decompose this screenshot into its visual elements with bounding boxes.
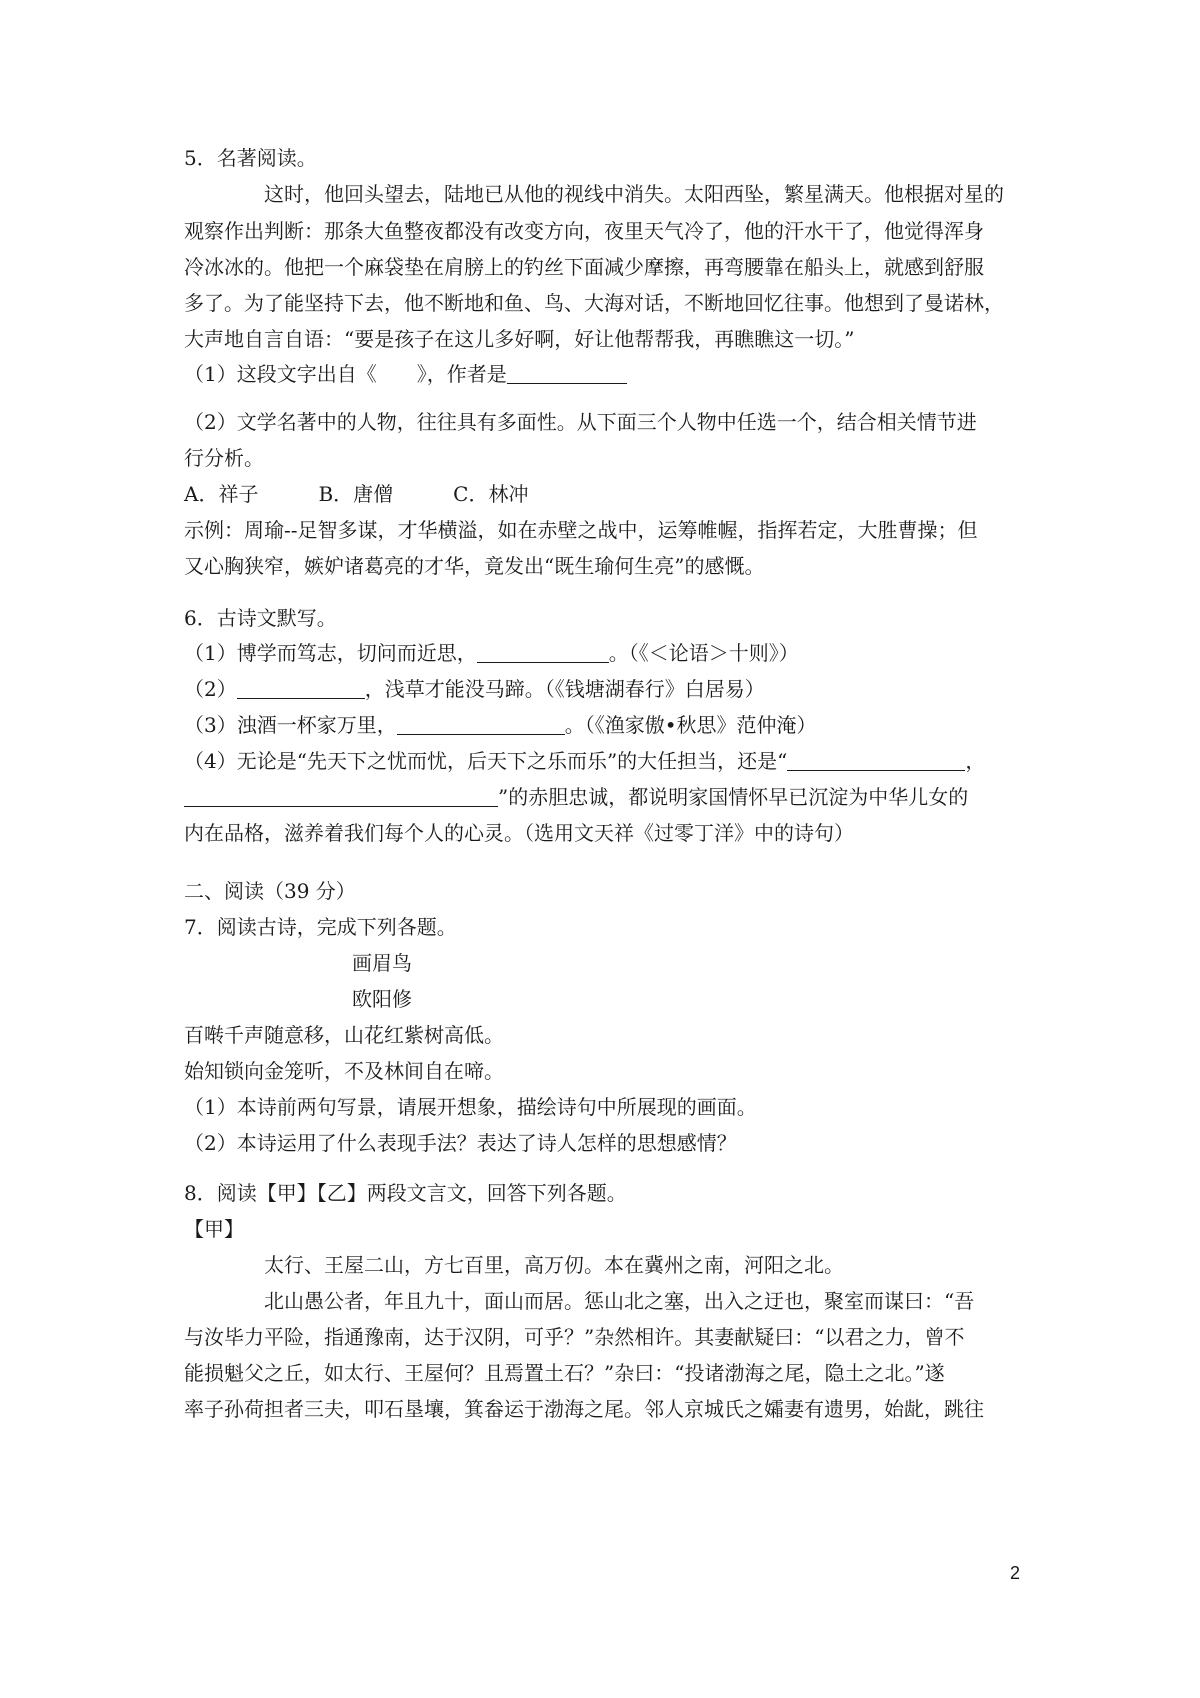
poem-line: 百啭千声随意移，山花红紫树高低。 [184,1023,504,1047]
question-line: 内在品格，滋养着我们每个人的心灵。（选用文天祥《过零丁洋》中的诗句） [184,821,854,845]
question-text: ， [965,749,986,773]
question-text: （3）浊酒一杯家万里， [184,713,397,737]
poem-title: 画眉鸟 [352,951,412,975]
passage-label: 【甲】 [184,1217,244,1241]
passage-line: 冷冰冰的。他把一个麻袋垫在肩膀上的钓丝下面减少摩擦，再弯腰靠在船头上，就感到舒服 [184,255,984,279]
passage-line: 大声地自言自语：“要是孩子在这儿多好啊，好让他帮帮我，再瞧瞧这一切。” [184,327,855,351]
page-number: 2 [1009,1563,1020,1583]
answer-blank[interactable] [507,361,627,384]
question-7-heading: 7．阅读古诗，完成下列各题。 [184,915,457,939]
question-7-1: （1）本诗前两句写景，请展开想象，描绘诗句中所展现的画面。 [184,1095,757,1119]
passage-line: 观察作出判断：那条大鱼整夜都没有改变方向，夜里天气冷了，他的汗水干了，他觉得浑身 [184,219,984,243]
choice-options: A．祥子 B．唐僧 C．林冲 [184,482,529,506]
question-6-2 [184,676,765,702]
question-text: （1）博学而笃志，切问而近思， [184,641,477,665]
question-text: （2） [184,677,237,701]
question-7-2: （2）本诗运用了什么表现手法？表达了诗人怎样的思想感情？ [184,1131,737,1155]
question-8-heading: 8．阅读【甲】【乙】两段文言文，回答下列各题。 [184,1181,627,1205]
question-6-heading: 6．古诗文默写。 [184,606,337,630]
passage-line: 北山愚公者，年且九十，面山而居。惩山北之塞，出入之迂也，聚室而谋曰：“吾 [264,1289,975,1313]
question-text: 。（《渔家傲•秋思》范仲淹） [564,713,817,737]
question-text: ，浅草才能没马蹄。（《钱塘湖春行》白居易） [364,677,765,701]
question-line: 行分析。 [184,446,264,470]
question-6-3 [184,712,817,738]
example-line: 又心胸狭窄，嫉妒诸葛亮的才华，竟发出“既生瑜何生亮”的感慨。 [184,554,765,578]
question-6-4 [184,748,985,774]
answer-blank[interactable] [787,748,965,771]
question-5-heading: 5．名著阅读。 [184,146,317,170]
example-line: 示例：周瑜--足智多谋，才华横溢，如在赤壁之战中，运筹帷幄，指挥若定，大胜曹操；但 [184,518,978,542]
passage-line: 多了。为了能坚持下去，他不断地和鱼、鸟、大海对话，不断地回忆往事。他想到了曼诺林， [184,291,1004,315]
passage-line: 能损魁父之丘，如太行、王屋何？且焉置土石？”杂曰：“投诸渤海之尾，隐土之北。”遂 [184,1361,945,1385]
question-text: （1）这段文字出自《 》，作者是 [184,362,507,386]
passage-line: 与汝毕力平险，指通豫南，达于汉阴，可乎？”杂然相许。其妻献疑曰：“以君之力，曾不 [184,1325,965,1349]
passage-line: 率子孙荷担者三夫，叩石垦壤，箕畚运于渤海之尾。邻人京城氏之孀妻有遗男，始龀，跳往 [184,1397,984,1421]
question-6-4-cont [184,784,968,810]
answer-blank[interactable] [477,640,609,663]
poem-author: 欧阳修 [352,987,412,1011]
question-text: （4）无论是“先天下之忧而忧，后天下之乐而乐”的大任担当，还是“ [184,749,788,773]
answer-blank[interactable] [237,676,365,699]
question-text: 。（《＜论语＞十则》） [608,641,799,665]
answer-blank[interactable] [397,712,565,735]
question-6-1 [184,640,799,666]
question-5-1 [184,361,627,387]
passage-line: 这时，他回头望去，陆地已从他的视线中消失。太阳西坠，繁星满天。他根据对星的 [264,182,1004,206]
passage-line: 太行、王屋二山，方七百里，高万仞。本在冀州之南，河阳之北。 [264,1253,844,1277]
answer-blank[interactable] [184,784,498,807]
question-5-2: （2）文学名著中的人物，往往具有多面性。从下面三个人物中任选一个，结合相关情节进 [184,410,977,434]
section-heading: 二、阅读（39 分） [184,879,356,903]
question-text: ”的赤胆忠诚，都说明家国情怀早已沉淀为中华儿女的 [498,785,969,809]
poem-line: 始知锁向金笼听，不及林间自在啼。 [184,1059,504,1083]
